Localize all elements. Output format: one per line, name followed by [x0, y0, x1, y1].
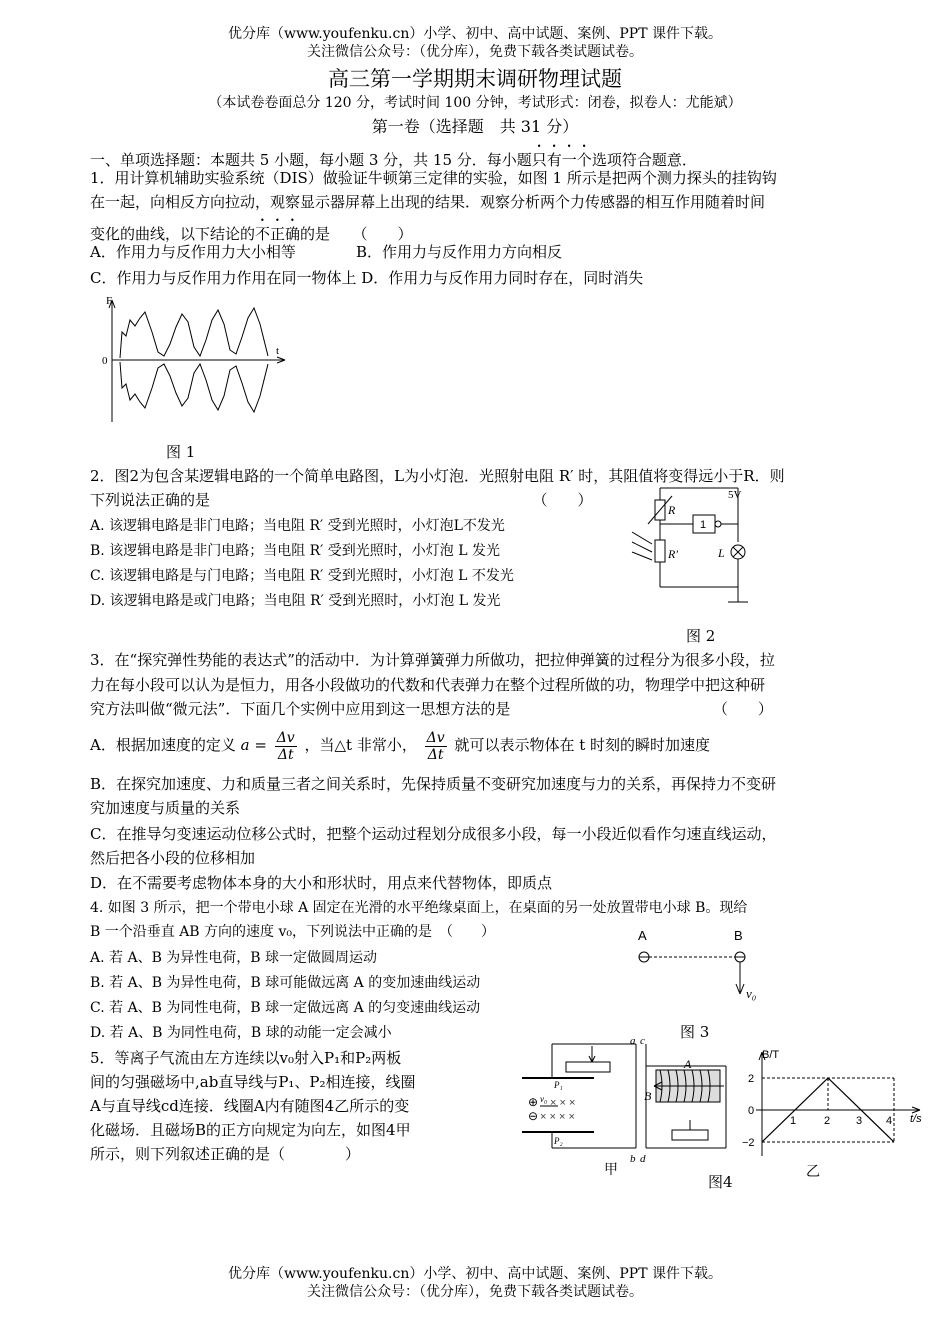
- q4-option-d: D. 若 A、B 为同性电荷，B 球的动能一定会减小: [90, 1025, 392, 1041]
- x-tick-2: 2: [824, 1115, 831, 1127]
- q3-option-c-2: 然后把各小段的位移相加: [90, 849, 256, 867]
- header-line-1: 优分库（www.youfenku.cn）小学、初中、高中试题、案例、PPT 课件下载。: [227, 26, 722, 42]
- emphasized-text: 只有一个: [531, 151, 592, 169]
- figure-1-caption: 图 1: [166, 443, 196, 461]
- resistor-r-prime: [655, 540, 665, 562]
- exam-title: 高三第一学期期末调研物理试题: [328, 67, 622, 91]
- y-tick-neg2: −2: [742, 1137, 755, 1149]
- q4-line-1: 4. 如图 3 所示，把一个带电小球 A 固定在光滑的水平绝缘桌面上，在桌面的另一处放置带电小球 B。现给: [90, 900, 748, 916]
- terminal-a: a: [630, 1036, 636, 1047]
- emphasized-text: 不正确: [255, 225, 301, 243]
- q2-option-a: A. 该逻辑电路是非门电路；当电阻 R′ 受到光照时，小灯泡L不发光: [90, 518, 505, 534]
- y-tick-0: 0: [748, 1105, 755, 1117]
- figure-2-caption: 图 2: [686, 627, 716, 645]
- ball-b-label: B: [734, 928, 743, 943]
- q1-line-3: 变化的曲线，以下结论的不正确的是 （ ）: [90, 225, 413, 243]
- terminal-b: b: [630, 1153, 636, 1165]
- figure-4-jia-label: 甲: [604, 1162, 618, 1178]
- axis-t-label: t: [276, 345, 280, 357]
- fraction-dv-dt: $\frac{\Delta v}{\Delta t}$: [276, 729, 295, 763]
- q2-line-2: 下列说法正确的是 （ ）: [90, 491, 593, 509]
- upper-force-curve: [120, 308, 268, 358]
- svg-text:⊖: ⊖: [528, 1109, 539, 1123]
- plate-p1-label: P₁: [554, 1080, 563, 1090]
- q3-line-1: 3．在“探究弹性势能的表达式”的活动中．为计算弹簧弹力所做功，把拉伸弹簧的过程分为很多小段，拉: [90, 651, 775, 669]
- terminal-c: c: [640, 1036, 645, 1047]
- figure-4-caption: 图4: [708, 1173, 733, 1191]
- x-tick-1: 1: [790, 1115, 797, 1127]
- q4-option-b: B. 若 A、B 为异性电荷，B 球可能做远离 A 的变加速曲线运动: [90, 975, 481, 991]
- figure-3-caption: 图 3: [680, 1023, 710, 1041]
- q3-line-2: 力在每小段可以认为是恒力，用各小段做功的代数和代表弹力在整个过程所做的功，物理学中把这种研: [90, 676, 766, 694]
- footer-line-1: 优分库（www.youfenku.cn）小学、初中、高中试题、案例、PPT 课件下载。: [227, 1266, 722, 1282]
- exam-info: （本试卷卷面总分 120 分，考试时间 100 分钟，考试形式：闭卷，拟卷人：尤能斌）: [208, 95, 742, 111]
- fraction-dv-dt: $\frac{\Delta v}{\Delta t}$: [426, 729, 445, 763]
- ball-a-label: A: [638, 928, 647, 943]
- origin-label: 0: [102, 355, 108, 367]
- r-prime-label: R′: [668, 547, 678, 561]
- q3-option-a: A．根据加速度的定义 a = $\frac{\Delta v}{\Delta t}$ ，当△t 非常小， $\frac{\Delta v}{\Delta t}$ 就可以表示物体在 t 时刻的瞬时加速度: [90, 729, 711, 763]
- q1-line-1: 1．用计算机辅助实验系统（DIS）做验证牛顿第三定律的实验，如图 1 所示是把两个测力探头的挂钩钩: [90, 169, 777, 187]
- q5-line-1: 5．等离子气流由左方连续以v₀射入P₁和P₂两板: [90, 1049, 402, 1067]
- graph-y-label: B/T: [762, 1049, 780, 1061]
- field-b-label: B: [644, 1089, 652, 1103]
- footer-line-2: 关注微信公众号：（优分库），免费下载各类试题试卷。: [307, 1284, 643, 1300]
- svg-text:× × ×: × × ×: [550, 1097, 576, 1109]
- q1-option-a: A．作用力与反作用力大小相等: [90, 243, 296, 261]
- figure-4-yi-label: 乙: [806, 1164, 820, 1180]
- q1-line-2: 在一起，向相反方向拉动，观察显示器屏幕上出现的结果．观察分析两个力传感器的相互作用随着时间: [90, 193, 766, 211]
- y-tick-2: 2: [748, 1073, 755, 1085]
- svg-text:⊕: ⊕: [528, 1095, 539, 1109]
- svg-text:× × × ×: × × × ×: [540, 1111, 575, 1123]
- velocity-label: v₀: [746, 986, 757, 1001]
- figure-4-yi-bt-graph: [742, 1046, 932, 1164]
- x-tick-3: 3: [856, 1115, 863, 1127]
- q1-option-cd: C．作用力与反作用力作用在同一物体上 D．作用力与反作用力同时存在，同时消失: [90, 269, 644, 287]
- q1-option-b: B．作用力与反作用力方向相反: [356, 243, 563, 261]
- q4-line-2: B 一个沿垂直 AB 方向的速度 v₀，下列说法中正确的是 （ ）: [90, 924, 496, 940]
- q5-line-2: 间的匀强磁场中,ab直导线与P₁、P₂相连接，线圈: [90, 1073, 416, 1091]
- q2-option-c: C. 该逻辑电路是与门电路；当电阻 R′ 受到光照时，小灯泡 L 不发光: [90, 568, 514, 584]
- q5-line-5: 所示，则下列叙述正确的是（ ）: [90, 1145, 361, 1163]
- q5-line-3: A与直导线cd连接．线圈A内有随图4乙所示的变: [90, 1097, 410, 1115]
- plate-p2-label: P₂: [554, 1136, 563, 1146]
- figure-3-charges: [630, 926, 770, 1002]
- r-label: R: [668, 503, 676, 517]
- figure-1-force-graph: [100, 292, 300, 432]
- q3-option-c-1: C．在推导匀变速运动位移公式时，把整个运动过程划分成很多小段，每一小段近似看作匀速直线运动，: [90, 825, 777, 843]
- graph-x-label: t/s: [910, 1113, 922, 1125]
- rheostat-top: [566, 1062, 610, 1072]
- q3-option-b-1: B．在探究加速度、力和质量三者之间关系时，先保持质量不变研究加速度与力的关系，再保持力不变研: [90, 775, 777, 793]
- header-line-2: 关注微信公众号：（优分库），免费下载各类试题试卷。: [307, 44, 643, 60]
- lower-force-curve: [120, 362, 268, 412]
- axis-f-label: F: [106, 295, 113, 307]
- q3-option-d: D．在不需要考虑物体本身的大小和形状时，用点来代替物体，即质点: [90, 874, 553, 892]
- q2-option-d: D. 该逻辑电路是或门电路；当电阻 R′ 受到光照时，小灯泡 L 发光: [90, 593, 501, 609]
- volume-title: 第一卷（选择题 共 31 分）: [371, 117, 579, 136]
- lamp-label: L: [718, 546, 725, 560]
- section-intro: 一、单项选择题：本题共 5 小题，每小题 3 分，共 15 分．每小题只有一个选项符合题意．: [90, 151, 697, 169]
- q4-option-c: C. 若 A、B 为同性电荷，B 球一定做远离 A 的匀变速曲线运动: [90, 1000, 481, 1016]
- coil-a-label: A: [684, 1057, 692, 1071]
- voltage-label: 5V: [728, 489, 742, 501]
- q5-line-4: 化磁场．且磁场B的正方向规定为向左，如图4甲: [90, 1121, 411, 1139]
- q2-option-b: B. 该逻辑电路是非门电路；当电阻 R′ 受到光照时，小灯泡 L 发光: [90, 543, 501, 559]
- q3-line-3: 究方法叫做“微元法”．下面几个实例中应用到这一思想方法的是 （ ）: [90, 700, 773, 718]
- q4-option-a: A. 若 A、B 为异性电荷，B 球一定做圆周运动: [90, 950, 378, 966]
- figure-2-logic-circuit: [618, 482, 778, 622]
- terminal-d: d: [640, 1153, 646, 1165]
- rheostat-bottom: [672, 1130, 708, 1140]
- figure-4-jia-circuit: [504, 1036, 744, 1172]
- q2-line-1: 2．图2为包含某逻辑电路的一个简单电路图，L为小灯泡．光照射电阻 R′ 时，其阻值将变得远小于R．则: [90, 467, 785, 485]
- q3-option-b-2: 究加速度与质量的关系: [90, 799, 241, 817]
- x-tick-4: 4: [886, 1115, 893, 1127]
- gate-label: 1: [700, 519, 707, 531]
- v0-label: v₀: [540, 1094, 548, 1104]
